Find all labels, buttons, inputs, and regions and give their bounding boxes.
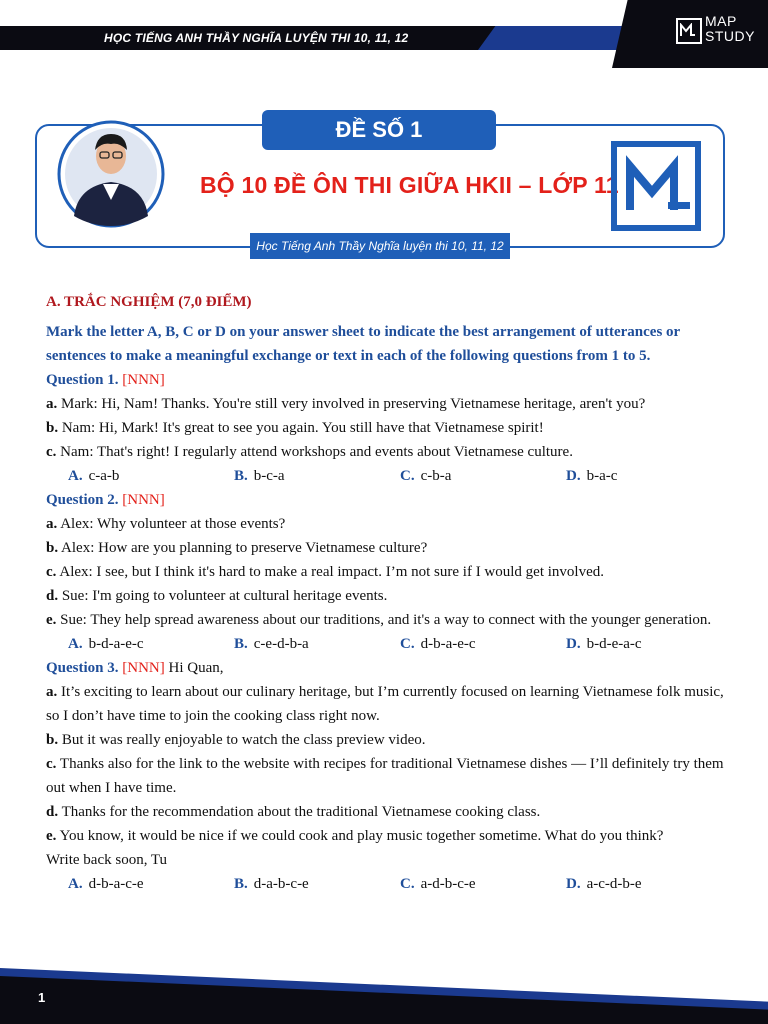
option-value: c-b-a	[420, 468, 452, 484]
option-b[interactable]	[234, 464, 400, 488]
option-letter: A.	[68, 468, 83, 484]
question-3-header	[46, 656, 732, 680]
question-3-line	[46, 752, 732, 800]
line-text: Nam: That's right! I regularly attend workshops and events about Vietnamese culture.	[60, 444, 573, 460]
option-value: c-e-d-b-a	[253, 636, 309, 652]
question-2-label: Question 2.	[46, 492, 119, 508]
option-b[interactable]	[234, 632, 400, 656]
option-c[interactable]	[400, 872, 566, 896]
option-value: b-a-c	[586, 468, 618, 484]
line-text: It’s exciting to learn about our culinary heritage, but I’m currently focused on learning Vietnamese folk music, so I don’t have time to join the cooking class right now.	[46, 684, 724, 724]
question-3-line	[46, 728, 732, 752]
option-value: d-b-a-e-c	[420, 636, 476, 652]
option-value: d-b-a-c-e	[88, 876, 144, 892]
question-1-tag: [NNN]	[122, 372, 165, 388]
question-3-label: Question 3.	[46, 660, 119, 676]
page-number: 1	[38, 990, 46, 1005]
banner-subtitle: Học Tiếng Anh Thầy Nghĩa luyện thi 10, 11, 12	[250, 233, 510, 259]
line-key: a.	[46, 516, 58, 532]
line-text: Mark: Hi, Nam! Thanks. You're still very involved in preserving Vietnamese heritage, aren't you?	[61, 396, 646, 412]
line-text: But it was really enjoyable to watch the class preview video.	[61, 732, 426, 748]
line-text: Thanks for the recommendation about the traditional Vietnamese cooking class.	[61, 804, 541, 820]
option-letter: A.	[68, 636, 83, 652]
option-d[interactable]	[566, 464, 732, 488]
option-value: b-d-e-a-c	[586, 636, 642, 652]
line-key: e.	[46, 828, 57, 844]
question-3-tag: [NNN]	[122, 660, 165, 676]
line-key: c.	[46, 756, 57, 772]
section-heading: A. TRẮC NGHIỆM (7,0 ĐIỂM)	[46, 294, 252, 310]
line-key: c.	[46, 444, 57, 460]
option-value: d-a-b-c-e	[253, 876, 309, 892]
line-text: Alex: How are you planning to preserve Vietnamese culture?	[61, 540, 428, 556]
line-key: e.	[46, 612, 57, 628]
map-study-large-logo-icon	[610, 140, 702, 232]
option-letter: D.	[566, 636, 581, 652]
question-2-line	[46, 608, 732, 632]
option-b[interactable]	[234, 872, 400, 896]
logo-text	[705, 14, 755, 44]
question-2-options	[46, 632, 732, 656]
exam-number-pill: ĐỀ SỐ 1	[262, 110, 496, 150]
question-2-line	[46, 512, 732, 536]
question-content	[46, 290, 732, 896]
option-value: b-d-a-e-c	[88, 636, 144, 652]
option-letter: A.	[68, 876, 83, 892]
question-1-label: Question 1.	[46, 372, 119, 388]
question-2-line	[46, 584, 732, 608]
map-study-logo-icon	[676, 18, 702, 44]
option-d[interactable]	[566, 872, 732, 896]
question-1-header	[46, 368, 732, 392]
question-1-options	[46, 464, 732, 488]
option-a[interactable]	[68, 464, 234, 488]
option-a[interactable]	[68, 632, 234, 656]
instruction-text: Mark the letter A, B, C or D on your answer sheet to indicate the best arrangement of utterances or sentences to make a meaningful exchange or text in each of the following questions from 1 to 5.	[46, 324, 680, 364]
line-key: b.	[46, 732, 59, 748]
line-key: d.	[46, 588, 59, 604]
option-letter: B.	[234, 636, 248, 652]
question-3-line	[46, 680, 732, 728]
question-3-greeting: Hi Quan,	[168, 660, 224, 676]
option-letter: C.	[400, 636, 415, 652]
option-c[interactable]	[400, 464, 566, 488]
line-text: Sue: They help spread awareness about our traditions, and it's a way to connect with the younger generation.	[60, 612, 712, 628]
option-letter: C.	[400, 876, 415, 892]
line-key: a.	[46, 684, 58, 700]
logo-line-2: STUDY	[705, 28, 755, 44]
line-key: b.	[46, 420, 59, 436]
option-value: c-a-b	[88, 468, 120, 484]
logo-line-1: MAP	[705, 13, 737, 29]
question-3-options	[46, 872, 732, 896]
teacher-portrait-icon	[56, 104, 166, 234]
line-text: Nam: Hi, Mark! It's great to see you again. You still have that Vietnamese spirit!	[61, 420, 544, 436]
line-text: Sue: I'm going to volunteer at cultural heritage events.	[61, 588, 388, 604]
option-letter: C.	[400, 468, 415, 484]
line-text: Thanks also for the link to the website with recipes for traditional Vietnamese dishes — I’ll definitely try them out when I have time.	[46, 756, 724, 796]
line-text: Alex: I see, but I think it's hard to make a real impact. I’m not sure if I would get involved.	[59, 564, 605, 580]
question-3-line	[46, 800, 732, 824]
line-text: Alex: Why volunteer at those events?	[60, 516, 286, 532]
question-1-line	[46, 416, 732, 440]
option-letter: D.	[566, 876, 581, 892]
line-text: You know, it would be nice if we could cook and play music together sometime. What do you think?	[59, 828, 664, 844]
question-3-line	[46, 824, 732, 848]
option-a[interactable]	[68, 872, 234, 896]
line-key: a.	[46, 396, 58, 412]
option-value: a-c-d-b-e	[586, 876, 642, 892]
line-key: c.	[46, 564, 57, 580]
line-key: b.	[46, 540, 59, 556]
page-title: BỘ 10 ĐỀ ÔN THI GIỮA HKII – LỚP 11	[200, 172, 619, 198]
question-2-line	[46, 560, 732, 584]
option-c[interactable]	[400, 632, 566, 656]
question-1-line	[46, 440, 732, 464]
option-letter: B.	[234, 468, 248, 484]
option-d[interactable]	[566, 632, 732, 656]
question-2-header	[46, 488, 732, 512]
option-value: a-d-b-c-e	[420, 876, 476, 892]
option-letter: D.	[566, 468, 581, 484]
header-strip-text: HỌC TIẾNG ANH THẦY NGHĨA LUYỆN THI 10, 11, 12	[104, 31, 409, 45]
option-value: b-c-a	[253, 468, 285, 484]
question-3-closing: Write back soon, Tu	[46, 852, 168, 868]
line-key: d.	[46, 804, 59, 820]
question-2-tag: [NNN]	[122, 492, 165, 508]
question-1-line	[46, 392, 732, 416]
question-2-line	[46, 536, 732, 560]
option-letter: B.	[234, 876, 248, 892]
